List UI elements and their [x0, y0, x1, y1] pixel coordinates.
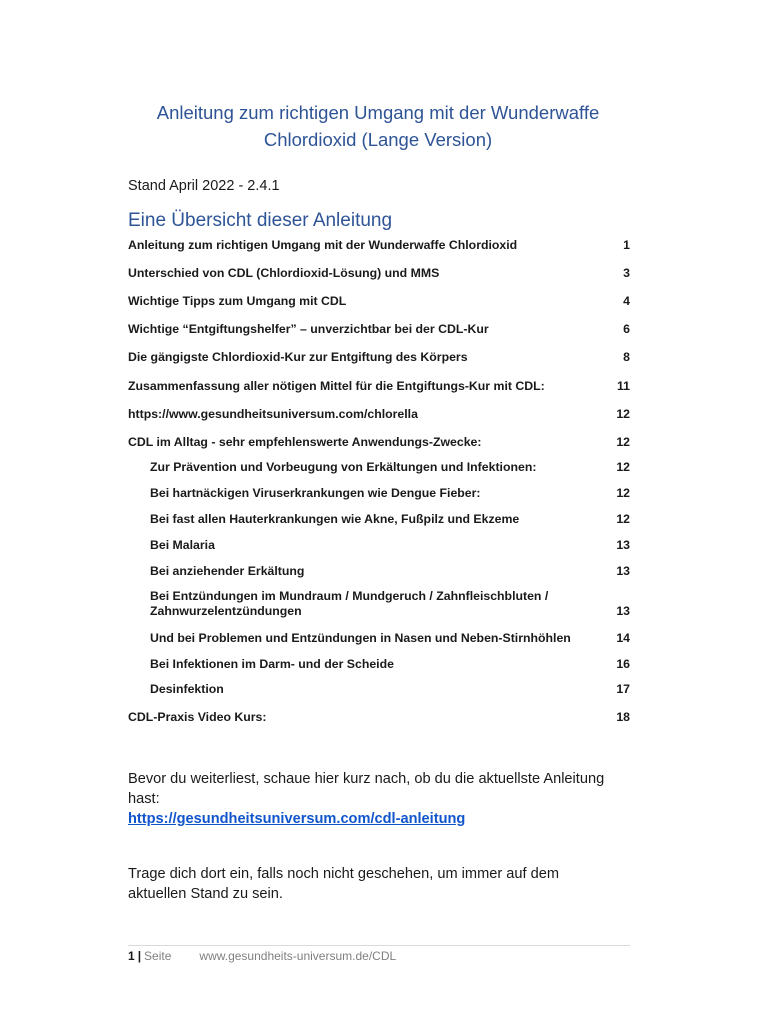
toc-entry-label: Bei anziehender Erkältung: [150, 564, 305, 578]
toc-entry[interactable]: [128, 294, 630, 309]
toc-entry-label: CDL im Alltag - sehr empfehlenswerte Anwendungs-Zwecke:: [128, 435, 482, 449]
toc-entry-label: Bei Malaria: [150, 538, 215, 552]
toc-entry-label: CDL-Praxis Video Kurs:: [128, 710, 267, 724]
page-number: 1: [128, 949, 135, 963]
toc-entry-label: Wichtige Tipps zum Umgang mit CDL: [128, 294, 347, 308]
toc-entry-page: 16: [616, 657, 630, 671]
toc-entry-page: 12: [616, 512, 630, 526]
toc-entry-label: Und bei Problemen und Entzündungen in Nasen und Neben-Stirnhöhlen: [150, 631, 571, 645]
toc-entry-page: 11: [617, 379, 630, 393]
toc-entry-page: 12: [616, 435, 630, 449]
subscribe-notice: Trage dich dort ein, falls noch nicht geschehen, um immer auf dem aktuellen Stand zu sein.: [128, 866, 559, 902]
version-notice: [128, 769, 608, 829]
toc-entry-page: 12: [616, 460, 630, 474]
toc-entry-label: Die gängigste Chlordioxid-Kur zur Entgiftung des Körpers: [128, 350, 468, 364]
toc-entry-page: 13: [616, 564, 630, 578]
version-notice-text: Bevor du weiterliest, schaue hier kurz nach, ob du die aktuellste Anleitung hast:: [128, 771, 605, 807]
toc-entry-page: 12: [616, 407, 630, 421]
title-line-1: Anleitung zum richtigen Umgang mit der Wunderwaffe: [156, 102, 600, 123]
toc-entry-page: 6: [623, 322, 630, 336]
toc-entry-page: 14: [616, 631, 630, 645]
toc-subentry[interactable]: [150, 631, 630, 646]
toc-entry-page: 3: [623, 266, 630, 280]
toc-entry[interactable]: [128, 350, 630, 365]
toc-entry-page: 8: [623, 350, 630, 364]
toc-subentry[interactable]: [150, 564, 630, 579]
toc-entry-page: 12: [616, 486, 630, 500]
toc-entry-page: 4: [623, 294, 630, 308]
toc-entry-page: 1: [623, 238, 630, 252]
toc-entry[interactable]: [128, 322, 630, 337]
toc-entry-label: Bei Infektionen im Darm- und der Scheide: [150, 657, 394, 671]
page-footer: [128, 949, 396, 963]
toc-entry-label: https://www.gesundheitsuniversum.com/chlorella: [128, 407, 418, 421]
title-line-2: Chlordioxid (Lange Version): [263, 129, 493, 150]
toc-subentry[interactable]: [150, 486, 630, 501]
toc-entry-page: 13: [616, 604, 630, 618]
toc-entry-label: Bei Entzündungen im Mundraum / Mundgeruch / Zahnfleischbluten / Zahnwurzelentzündungen: [150, 589, 549, 618]
version-stand: Stand April 2022 - 2.4.1: [128, 178, 280, 194]
toc-entry-label: Unterschied von CDL (Chlordioxid-Lösung) und MMS: [128, 266, 440, 280]
footer-divider: [128, 945, 630, 946]
toc-entry-label: Zusammenfassung aller nötigen Mittel für die Entgiftungs-Kur mit CDL:: [128, 379, 545, 393]
page-word: Seite: [144, 949, 172, 963]
cdl-anleitung-link[interactable]: https://gesundheitsuniversum.com/cdl-anleitung: [128, 811, 466, 827]
footer-separator: |: [137, 949, 142, 963]
toc-entry-page: 13: [616, 538, 630, 552]
toc-subentry[interactable]: [150, 682, 630, 697]
toc-entry-label: Zur Prävention und Vorbeugung von Erkältungen und Infektionen:: [150, 460, 537, 474]
toc-entry[interactable]: [128, 379, 630, 394]
toc-subentry[interactable]: [150, 512, 630, 527]
toc-entry[interactable]: [128, 266, 630, 281]
toc-entry[interactable]: [128, 407, 630, 422]
toc-entry-label: Desinfektion: [150, 682, 224, 696]
toc-entry-label: Bei fast allen Hauterkrankungen wie Akne, Fußpilz und Ekzeme: [150, 512, 520, 526]
toc-subentry[interactable]: [150, 589, 630, 619]
toc-entry-label: Bei hartnäckigen Viruserkrankungen wie Dengue Fieber:: [150, 486, 481, 500]
toc-entry[interactable]: [128, 238, 630, 253]
toc-entry[interactable]: [128, 710, 630, 725]
toc-entry[interactable]: [128, 435, 630, 450]
document-title: [100, 99, 656, 153]
toc-entry-label: Wichtige “Entgiftungshelfer” – unverzichtbar bei der CDL-Kur: [128, 322, 489, 336]
toc-entry-page: 17: [616, 682, 630, 696]
toc-entry-label: Anleitung zum richtigen Umgang mit der Wunderwaffe Chlordioxid: [128, 238, 518, 252]
toc-entry-page: 18: [616, 710, 630, 724]
footer-website: www.gesundheits-universum.de/CDL: [199, 949, 397, 963]
toc-subentry[interactable]: [150, 538, 630, 553]
toc-heading: Eine Übersicht dieser Anleitung: [128, 210, 393, 231]
toc-subentry[interactable]: [150, 460, 630, 475]
toc-subentry[interactable]: [150, 657, 630, 672]
